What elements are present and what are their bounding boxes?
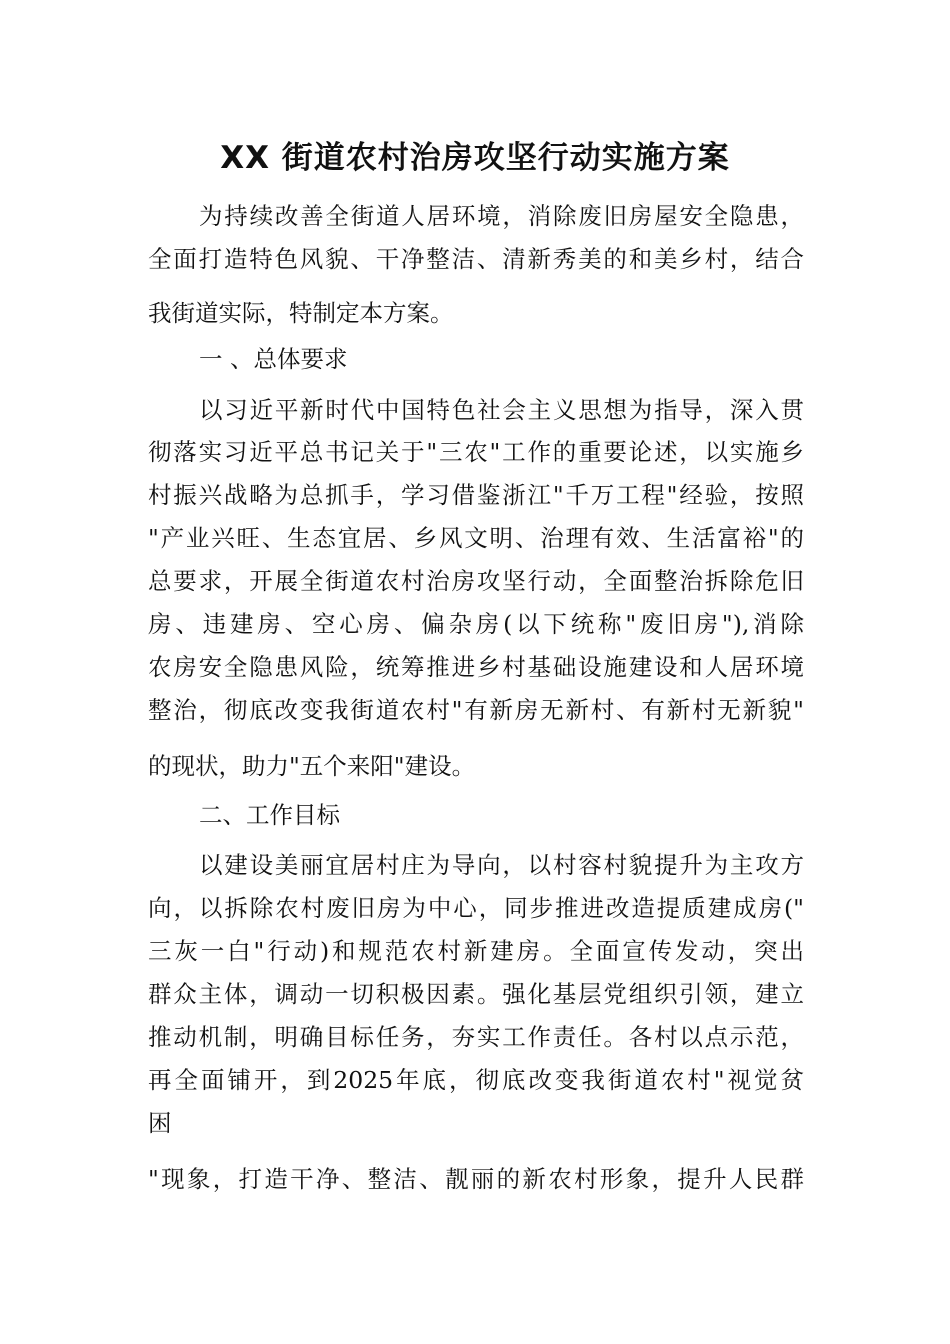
paragraph-line: 我街道实际，特制定本方案。 [148, 299, 454, 327]
paragraph-line: 村振兴战略为总抓手，学习借鉴浙江"千万工程"经验，按照 [148, 481, 804, 509]
paragraph-line: 整治，彻底改变我街道农村"有新房无新村、有新村无新貌" [148, 696, 804, 724]
paragraph-line: 以建设美丽宜居村庄为导向，以村容村貌提升为主攻方 [199, 851, 804, 879]
paragraph-line: 农房安全隐患风险，统筹推进乡村基础设施建设和人居环境 [148, 653, 804, 681]
paragraph-line: 为持续改善全街道人居环境，消除废旧房屋安全隐患， [199, 202, 804, 230]
section-heading: 二、工作目标 [199, 801, 340, 829]
document-title: XX 街道农村治房攻坚行动实施方案 [220, 140, 730, 176]
paragraph-line: 再全面铺开，到2025年底，彻底改变我街道农村"视觉贫 [148, 1066, 804, 1094]
section-heading: 一 、总体要求 [199, 345, 348, 373]
paragraph-line: 全面打造特色风貌、干净整洁、清新秀美的和美乡村，结合 [148, 245, 804, 273]
paragraph-line: 困 [148, 1109, 172, 1137]
paragraph-line: 向，以拆除农村废旧房为中心，同步推进改造提质建成房(" [148, 894, 804, 922]
paragraph-line: 以习近平新时代中国特色社会主义思想为指导，深入贯 [199, 396, 804, 424]
paragraph-line: "现象，打造干净、整洁、靓丽的新农村形象，提升人民群 [148, 1165, 804, 1193]
paragraph-line: 彻落实习近平总书记关于"三农"工作的重要论述，以实施乡 [148, 438, 804, 466]
paragraph-line: 群众主体，调动一切积极因素。强化基层党组织引领，建立 [148, 980, 804, 1008]
paragraph-line: 房、违建房、空心房、偏杂房(以下统称"废旧房"),消除 [148, 610, 804, 638]
paragraph-line: 总要求，开展全街道农村治房攻坚行动，全面整治拆除危旧 [148, 567, 804, 595]
paragraph-line: 的现状，助力"五个来阳"建设。 [148, 752, 476, 780]
paragraph-line: "产业兴旺、生态宜居、乡风文明、治理有效、生活富裕"的 [148, 524, 804, 552]
paragraph-line: 三灰一白"行动)和规范农村新建房。全面宣传发动，突出 [148, 937, 804, 965]
paragraph-line: 推动机制，明确目标任务，夯实工作责任。各村以点示范， [148, 1023, 804, 1051]
